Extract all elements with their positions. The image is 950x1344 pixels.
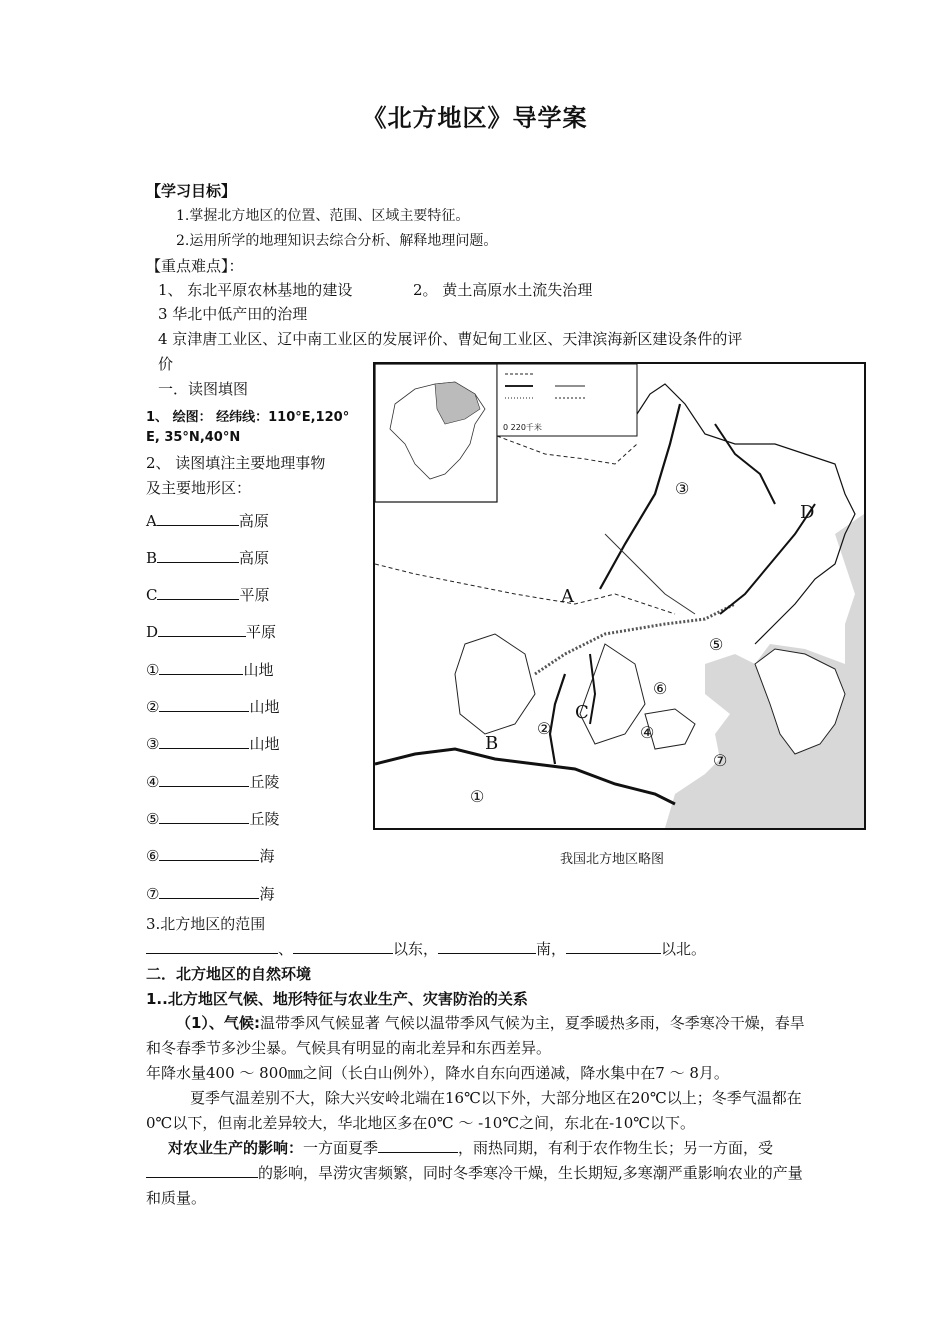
- fill-item-blank[interactable]: [159, 809, 249, 824]
- fill-item-4: [146, 621, 276, 642]
- difficulty-2: 2。 黄土高原水土流失治理: [413, 281, 593, 299]
- qinling-line: [375, 749, 675, 804]
- fill-item-blank[interactable]: [159, 846, 259, 861]
- map-caption: 我国北方地区略图: [560, 852, 665, 867]
- impact-c: 的影响，旱涝灾害频繁，同时冬季寒冷干燥，生长期短,多寒潮严重影响农业的产量和质量。: [146, 1164, 803, 1207]
- climate-text: 温带季风气候显著 气候以温带季风气候为主，夏季暖热多雨，冬季寒冷干燥，春旱和冬春季节多沙尘暴。气候具有明显的南北差异和东西差异。: [146, 1014, 805, 1057]
- fill-item-suffix: 山地: [249, 698, 280, 716]
- range-title: 3.北方地区的范围: [146, 915, 266, 933]
- map-label-A: A: [561, 586, 574, 607]
- goals-header: 【学习目标】: [146, 182, 237, 200]
- fill-item-prefix: ⑦: [146, 885, 160, 903]
- map-label-B: B: [485, 733, 499, 754]
- fill-item-prefix: A: [146, 512, 157, 530]
- range-blank-3[interactable]: [438, 939, 536, 954]
- section1-title: 一．读图填图: [158, 380, 249, 398]
- fill-item-11: [146, 883, 274, 904]
- fill-item-prefix: C: [146, 586, 158, 604]
- map-num-3: ③: [675, 479, 690, 498]
- goal-item-1: 1.掌握北方地区的位置、范围、区域主要特征。: [176, 208, 470, 224]
- map-num-6: ⑥: [653, 679, 668, 698]
- outer-border: [637, 384, 855, 644]
- fill-item-blank[interactable]: [159, 884, 259, 899]
- fill-item-prefix: D: [146, 623, 159, 641]
- north-border: [497, 436, 637, 464]
- fill-item-7: [146, 733, 279, 754]
- fill-item-9: [146, 808, 279, 829]
- difficulty-1: 1、 东北平原农林基地的建设: [158, 281, 353, 299]
- fill-item-3: [146, 584, 270, 605]
- map-num-1: ①: [470, 787, 485, 806]
- precip-text: 年降水量400 ～ 800㎜之间（长白山例外），降水自东向西递减，降水集中在7 ～ 8月。: [146, 1064, 729, 1082]
- fill-item-blank[interactable]: [157, 585, 239, 600]
- river-1: [605, 534, 695, 614]
- range-part-2: 以东，: [393, 940, 439, 958]
- range-blank-2[interactable]: [293, 939, 393, 954]
- range-part-4: 以北。: [661, 940, 707, 958]
- fill-item-suffix: 山地: [243, 661, 274, 679]
- draw-instruction: 1、 绘图： 经纬线：110°E,120°: [146, 410, 350, 425]
- fill-item-6: [146, 696, 279, 717]
- map-num-4: ④: [640, 723, 655, 742]
- fill-item-suffix: 海: [259, 885, 275, 903]
- sea-east: [835, 514, 864, 664]
- fill-item-suffix: 山地: [249, 735, 280, 753]
- impact-b: ，雨热同期，有利于农作物生长；另一方面，受: [458, 1139, 774, 1157]
- fill-item-suffix: 高原: [238, 512, 269, 530]
- fill-item-blank[interactable]: [159, 772, 249, 787]
- fill-item-blank[interactable]: [159, 660, 243, 675]
- fill-item-prefix: ④: [146, 773, 160, 791]
- fill-item-blank[interactable]: [158, 622, 246, 637]
- mongolia-border: [375, 564, 675, 614]
- fill-item-suffix: 平原: [246, 623, 277, 641]
- map-num-5: ⑤: [709, 635, 724, 654]
- map-label-C: C: [575, 702, 589, 723]
- fill-item-blank[interactable]: [159, 734, 249, 749]
- difficulties-header: 【重点难点】：: [146, 257, 244, 275]
- fill-item-blank[interactable]: [157, 511, 239, 526]
- climate-label: （1）、气候:: [176, 1014, 260, 1032]
- goal-item-2: 2.运用所学的地理知识去综合分析、解释地理问题。: [176, 233, 498, 249]
- fill-item-blank[interactable]: [157, 548, 239, 563]
- range-blank-4[interactable]: [566, 939, 661, 954]
- fill-item-2: [146, 547, 269, 568]
- range-blank-1[interactable]: [146, 939, 278, 954]
- fill-item-blank[interactable]: [159, 697, 249, 712]
- difficulty-4-cont: 价: [158, 355, 174, 373]
- map-num-7: ⑦: [713, 751, 728, 770]
- fill-item-10: [146, 845, 274, 866]
- fill-item-prefix: ③: [146, 735, 160, 753]
- range-2: [550, 674, 565, 764]
- impact-label: 对农业生产的影响：: [168, 1139, 304, 1157]
- map-drawing: [375, 364, 864, 828]
- fill-item-suffix: 丘陵: [249, 773, 280, 791]
- section2-sub1: 1..北方地区气候、地形特征与农业生产、灾害防治的关系: [146, 990, 528, 1008]
- fill-item-suffix: 海: [259, 847, 275, 865]
- temp-text: 夏季气温差别不大，除大兴安岭北端在16℃以下外，大部分地区在20℃以上；冬季气温都在0℃以下，但南北差异较大，华北地区多在0℃ ～ -10℃之间，东北在-10℃以下。: [146, 1089, 802, 1132]
- loess-outline: [455, 634, 535, 734]
- page-title: 《北方地区》导学案: [362, 104, 588, 132]
- fill-item-prefix: ②: [146, 698, 160, 716]
- difficulty-3: 3 华北中低产田的治理: [158, 305, 308, 323]
- fill-intro-2: 及主要地形区：: [146, 479, 252, 497]
- fill-item-suffix: 平原: [239, 586, 270, 604]
- range-line: [146, 938, 706, 959]
- difficulty-4: 4 京津唐工业区、辽中南工业区的发展评价、曹妃甸工业区、天津滨海新区建设条件的评: [158, 330, 743, 348]
- climate-paragraph: [146, 1011, 816, 1061]
- draw-instruction-2: E, 35°N,40°N: [146, 430, 241, 445]
- impact-paragraph: [146, 1136, 816, 1211]
- map-label-D: D: [800, 502, 815, 523]
- section2-title: 二．北方地区的自然环境: [146, 965, 312, 983]
- impact-blank-1[interactable]: [378, 1138, 458, 1153]
- impact-blank-2[interactable]: [146, 1163, 258, 1178]
- north-china-map: [373, 362, 866, 830]
- fill-item-suffix: 高原: [239, 549, 270, 567]
- fill-item-prefix: ①: [146, 661, 160, 679]
- fill-item-8: [146, 771, 279, 792]
- fill-item-5: [146, 659, 273, 680]
- fill-intro-1: 2、 读图填注主要地理事物: [146, 454, 326, 472]
- map-num-2: ②: [537, 719, 552, 738]
- range-taihang: [590, 654, 595, 724]
- impact-a: 一方面夏季: [303, 1139, 379, 1157]
- fill-item-prefix: B: [146, 549, 158, 567]
- fill-item-1: [146, 510, 269, 531]
- range-part-3: 南，: [536, 940, 567, 958]
- fill-item-suffix: 丘陵: [249, 810, 280, 828]
- range-D-west: [715, 424, 775, 504]
- fill-item-prefix: ⑥: [146, 847, 160, 865]
- range-part-1: 、: [278, 940, 294, 958]
- map-scale: 0 220千米: [503, 423, 542, 432]
- fill-item-prefix: ⑤: [146, 810, 160, 828]
